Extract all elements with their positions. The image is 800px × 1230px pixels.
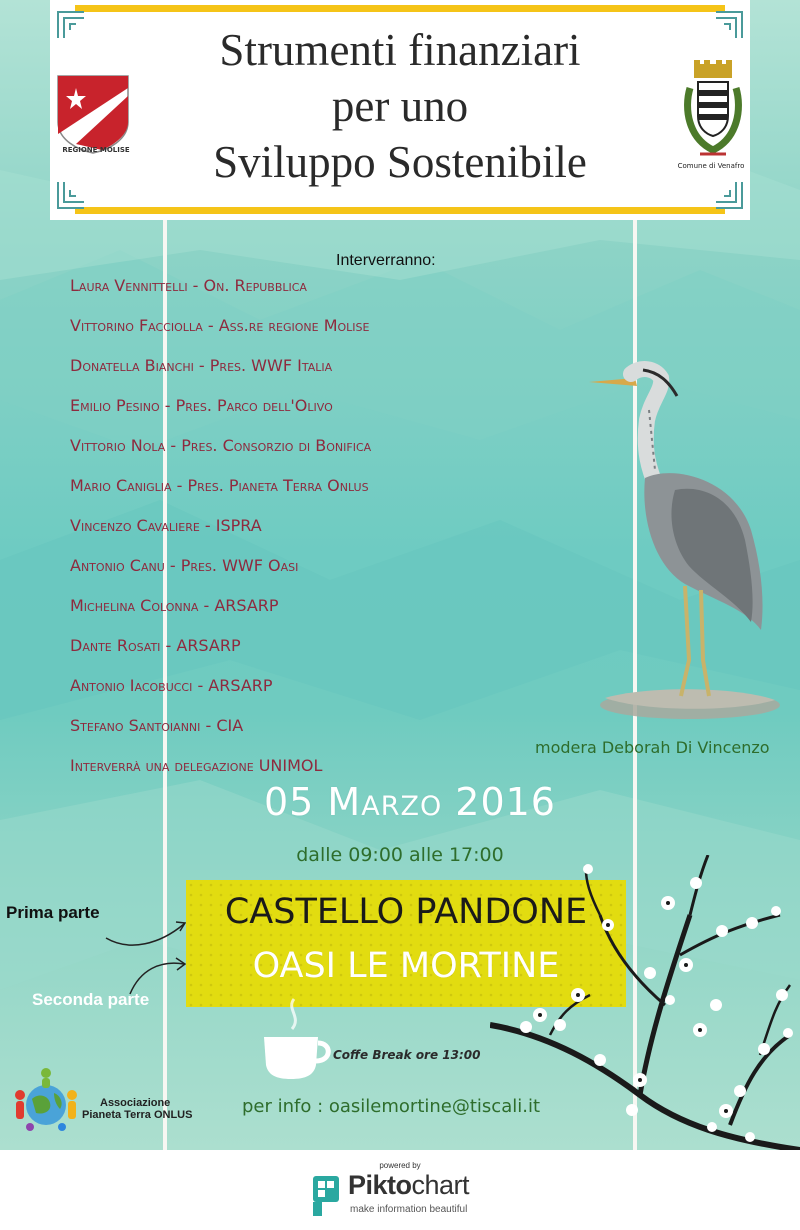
header-panel	[50, 0, 750, 220]
pianeta-terra-logo	[10, 1065, 82, 1135]
heron-illustration	[585, 360, 785, 730]
title-line: per uno	[331, 81, 469, 131]
speaker-item: Stefano Santoianni - CIA	[70, 716, 244, 735]
page-title	[110, 22, 690, 190]
corner-ornament-icon	[56, 10, 86, 40]
speaker-item: Interverrà una delegazione UNIMOL	[70, 756, 323, 775]
brand-part: Pikto	[348, 1170, 412, 1200]
moderator-label: modera Deborah Di Vincenzo	[535, 738, 770, 757]
arrow-to-venue1-icon	[106, 924, 184, 945]
association-line: Associazione	[100, 1097, 171, 1109]
venue-arrows	[90, 910, 190, 1000]
header-top-bar	[75, 5, 725, 12]
event-time: dalle 09:00 alle 17:00	[296, 844, 504, 866]
speaker-item: Vincenzo Cavaliere - ISPRA	[70, 516, 262, 535]
speakers-list	[70, 276, 371, 796]
speakers-heading: Interverranno:	[336, 252, 436, 269]
speaker-item: Vittorino Facciolla - Ass.re regione Molise	[70, 316, 370, 335]
speaker-item: Mario Caniglia - Pres. Pianeta Terra Onlus	[70, 476, 369, 495]
speaker-item: Emilio Pesino - Pres. Parco dell'Olivo	[70, 396, 333, 415]
speaker-item: Antonio Canu - Pres. WWF Oasi	[70, 556, 299, 575]
footer	[0, 1150, 800, 1230]
venue-oasi-le-mortine: OASI LE MORTINE	[252, 946, 560, 986]
association-line: Pianeta Terra ONLUS	[82, 1109, 193, 1121]
piktochart-tagline: make information beautiful	[350, 1204, 468, 1215]
event-date: 05 Marzo 2016	[264, 780, 556, 824]
speaker-item: Laura Vennittelli - On. Repubblica	[70, 276, 307, 295]
title-line: Strumenti finanziari	[219, 25, 581, 75]
association-label	[82, 1097, 192, 1121]
part2-label: Seconda parte	[32, 990, 150, 1009]
venue-castello-pandone: CASTELLO PANDONE	[224, 892, 588, 932]
speaker-item: Antonio Iacobucci - ARSARP	[70, 676, 273, 695]
powered-by-label: powered by	[379, 1161, 421, 1170]
part1-label: Prima parte	[6, 903, 100, 922]
regione-molise-label: REGIONE MOLISE	[62, 146, 130, 154]
piktochart-brand[interactable]	[348, 1170, 469, 1201]
coffee-cup-icon	[258, 995, 338, 1085]
corner-ornament-icon	[714, 180, 744, 210]
info-email-line: per info : oasilemortine@tiscali.it	[242, 1096, 541, 1117]
corner-ornament-icon	[714, 10, 744, 40]
speaker-item: Michelina Colonna - ARSARP	[70, 596, 279, 615]
comune-venafro-crest	[680, 58, 746, 162]
header-bottom-bar	[75, 207, 725, 214]
piktochart-logo-icon[interactable]	[311, 1174, 341, 1218]
coffee-break-label: Coffe Break ore 13:00	[333, 1048, 481, 1062]
blossom-branch-illustration	[490, 855, 800, 1150]
speaker-item: Dante Rosati - ARSARP	[70, 636, 241, 655]
comune-venafro-label: Comune di Venafro	[677, 162, 745, 170]
arrow-to-venue2-icon	[130, 963, 184, 994]
speaker-item: Vittorio Nola - Pres. Consorzio di Bonifica	[70, 436, 372, 455]
brand-part: chart	[411, 1170, 470, 1200]
title-line: Sviluppo Sostenibile	[213, 137, 587, 187]
corner-ornament-icon	[56, 180, 86, 210]
speaker-item: Donatella Bianchi - Pres. WWF Italia	[70, 356, 333, 375]
